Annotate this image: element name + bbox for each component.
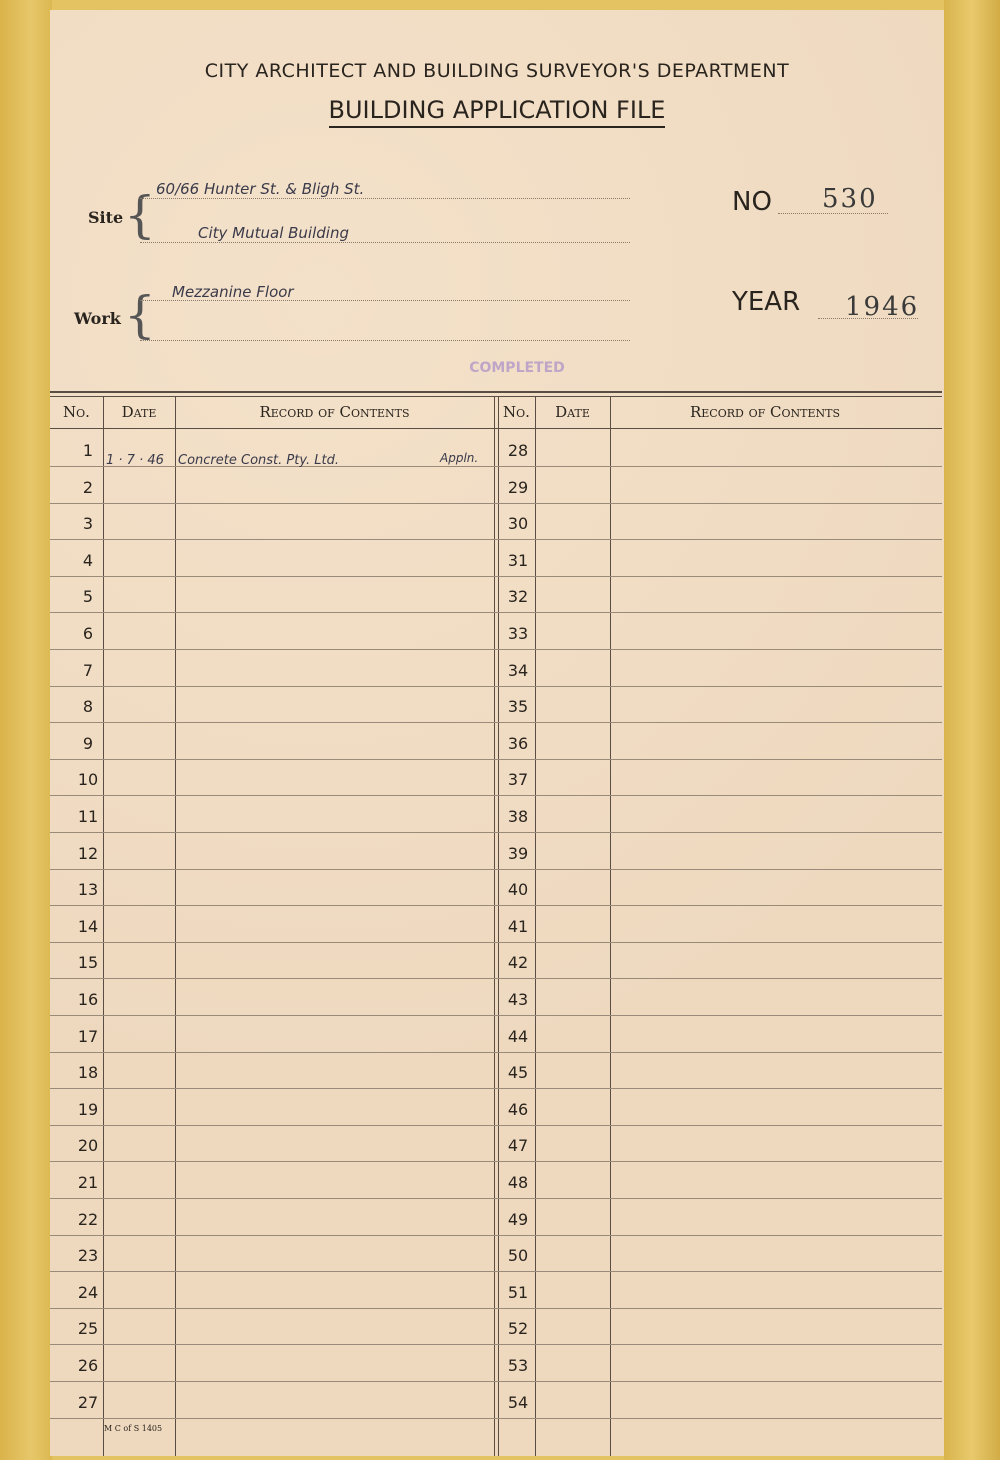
table-header-rule [50, 428, 942, 429]
row-number-right: 54 [507, 1393, 529, 1412]
row-line [50, 1418, 942, 1419]
row-number-left: 22 [77, 1210, 99, 1229]
file-number-value: 530 [822, 184, 878, 214]
row-number-left: 13 [77, 880, 99, 899]
row-number-right: 38 [507, 807, 529, 826]
row-line [50, 1088, 942, 1089]
site-label: Site [88, 208, 124, 227]
row-line [50, 1161, 942, 1162]
work-line-1 [140, 300, 630, 301]
entry-1-note: Appln. [440, 451, 479, 465]
row-number-right: 39 [507, 844, 529, 863]
row-line [50, 1015, 942, 1016]
entry-1-record: Concrete Const. Pty. Ltd. [178, 453, 340, 468]
work-description: Mezzanine Floor [172, 283, 294, 301]
col-divider-date-right [610, 396, 611, 1456]
row-number-right: 53 [507, 1356, 529, 1375]
row-number-right: 47 [507, 1136, 529, 1155]
row-number-left: 16 [77, 990, 99, 1009]
file-number-label: NO [732, 187, 772, 217]
row-line [50, 1271, 942, 1272]
row-number-left: 20 [77, 1136, 99, 1155]
row-number-right: 40 [507, 880, 529, 899]
row-line [50, 832, 942, 833]
row-number-left: 8 [82, 697, 94, 716]
row-number-left: 5 [82, 587, 94, 606]
row-number-left: 18 [77, 1063, 99, 1082]
row-number-right: 28 [507, 441, 529, 460]
row-number-left: 19 [77, 1100, 99, 1119]
row-number-left: 12 [77, 844, 99, 863]
row-number-right: 34 [507, 661, 529, 680]
row-line [50, 503, 942, 504]
row-number-right: 44 [507, 1027, 529, 1046]
row-line [50, 942, 942, 943]
row-number-left: 2 [82, 478, 94, 497]
row-number-right: 43 [507, 990, 529, 1009]
row-line [50, 1052, 942, 1053]
col-header-date-right: Date [555, 403, 590, 421]
row-number-right: 45 [507, 1063, 529, 1082]
row-line [50, 612, 942, 613]
completed-stamp: COMPLETED [469, 360, 565, 376]
row-number-right: 31 [507, 551, 529, 570]
row-number-left: 4 [82, 551, 94, 570]
work-label: Work [74, 309, 121, 328]
row-number-right: 32 [507, 587, 529, 606]
file-number-line [778, 213, 888, 214]
row-number-right: 49 [507, 1210, 529, 1229]
row-line [50, 1235, 942, 1236]
row-number-right: 33 [507, 624, 529, 643]
site-address: 60/66 Hunter St. & Bligh St. [156, 180, 365, 198]
row-number-left: 14 [77, 917, 99, 936]
row-number-left: 15 [77, 953, 99, 972]
row-number-left: 6 [82, 624, 94, 643]
row-line [50, 576, 942, 577]
department-heading: CITY ARCHITECT AND BUILDING SURVEYOR'S DEPARTMENT [204, 60, 790, 82]
row-line [50, 978, 942, 979]
row-line [50, 869, 942, 870]
col-header-no-right: No. [503, 403, 530, 421]
row-number-left: 26 [77, 1356, 99, 1375]
row-number-left: 17 [77, 1027, 99, 1046]
row-number-right: 46 [507, 1100, 529, 1119]
row-number-left: 11 [77, 807, 99, 826]
row-number-left: 10 [77, 770, 99, 789]
year-line [818, 318, 918, 319]
row-number-right: 29 [507, 478, 529, 497]
table-top-rule-inner [50, 396, 942, 397]
row-number-right: 50 [507, 1246, 529, 1265]
row-number-right: 51 [507, 1283, 529, 1302]
year-label: YEAR [732, 287, 801, 317]
row-number-left: 3 [82, 514, 94, 533]
site-building-name: City Mutual Building [198, 224, 349, 242]
row-line [50, 1198, 942, 1199]
row-number-right: 35 [507, 697, 529, 716]
entry-1-date: 1 · 7 · 46 [106, 453, 164, 468]
row-line [50, 686, 942, 687]
row-number-right: 41 [507, 917, 529, 936]
site-brace: { [124, 186, 156, 244]
site-line-1 [140, 198, 630, 199]
work-line-2 [140, 340, 630, 341]
row-number-right: 30 [507, 514, 529, 533]
col-divider-center-a [494, 396, 495, 1456]
row-line [50, 759, 942, 760]
row-number-left: 23 [77, 1246, 99, 1265]
file-title-text: BUILDING APPLICATION FILE [329, 96, 666, 128]
row-line [50, 1308, 942, 1309]
row-line [50, 795, 942, 796]
row-number-right: 37 [507, 770, 529, 789]
row-line [50, 1344, 942, 1345]
file-cover-sheet [50, 10, 944, 1456]
year-value: 1946 [845, 292, 920, 322]
row-line [50, 905, 942, 906]
row-number-left: 24 [77, 1283, 99, 1302]
row-line [50, 1381, 942, 1382]
row-number-right: 48 [507, 1173, 529, 1192]
row-line [50, 539, 942, 540]
work-brace: { [124, 286, 156, 344]
row-number-left: 7 [82, 661, 94, 680]
col-header-date-left: Date [121, 403, 157, 421]
row-number-left: 9 [82, 734, 94, 753]
col-header-record-left: Record of Contents [259, 403, 410, 421]
col-header-record-right: Record of Contents [689, 403, 841, 421]
row-number-left: 1 [82, 441, 94, 460]
row-number-left: 21 [77, 1173, 99, 1192]
file-title [50, 96, 944, 124]
row-number-right: 42 [507, 953, 529, 972]
row-number-right: 52 [507, 1319, 529, 1338]
form-code: M C of S 1405 [104, 1424, 163, 1433]
folder-tab-left [0, 0, 52, 1460]
row-number-left: 25 [77, 1319, 99, 1338]
col-header-no-left: No. [63, 403, 90, 421]
row-line [50, 649, 942, 650]
row-number-right: 36 [507, 734, 529, 753]
row-line [50, 1125, 942, 1126]
col-divider-date-left [175, 396, 176, 1456]
folder-tab-right [944, 0, 1000, 1460]
row-line [50, 722, 942, 723]
table-top-rule [50, 391, 942, 393]
row-number-left: 27 [77, 1393, 99, 1412]
site-line-2 [140, 242, 630, 243]
